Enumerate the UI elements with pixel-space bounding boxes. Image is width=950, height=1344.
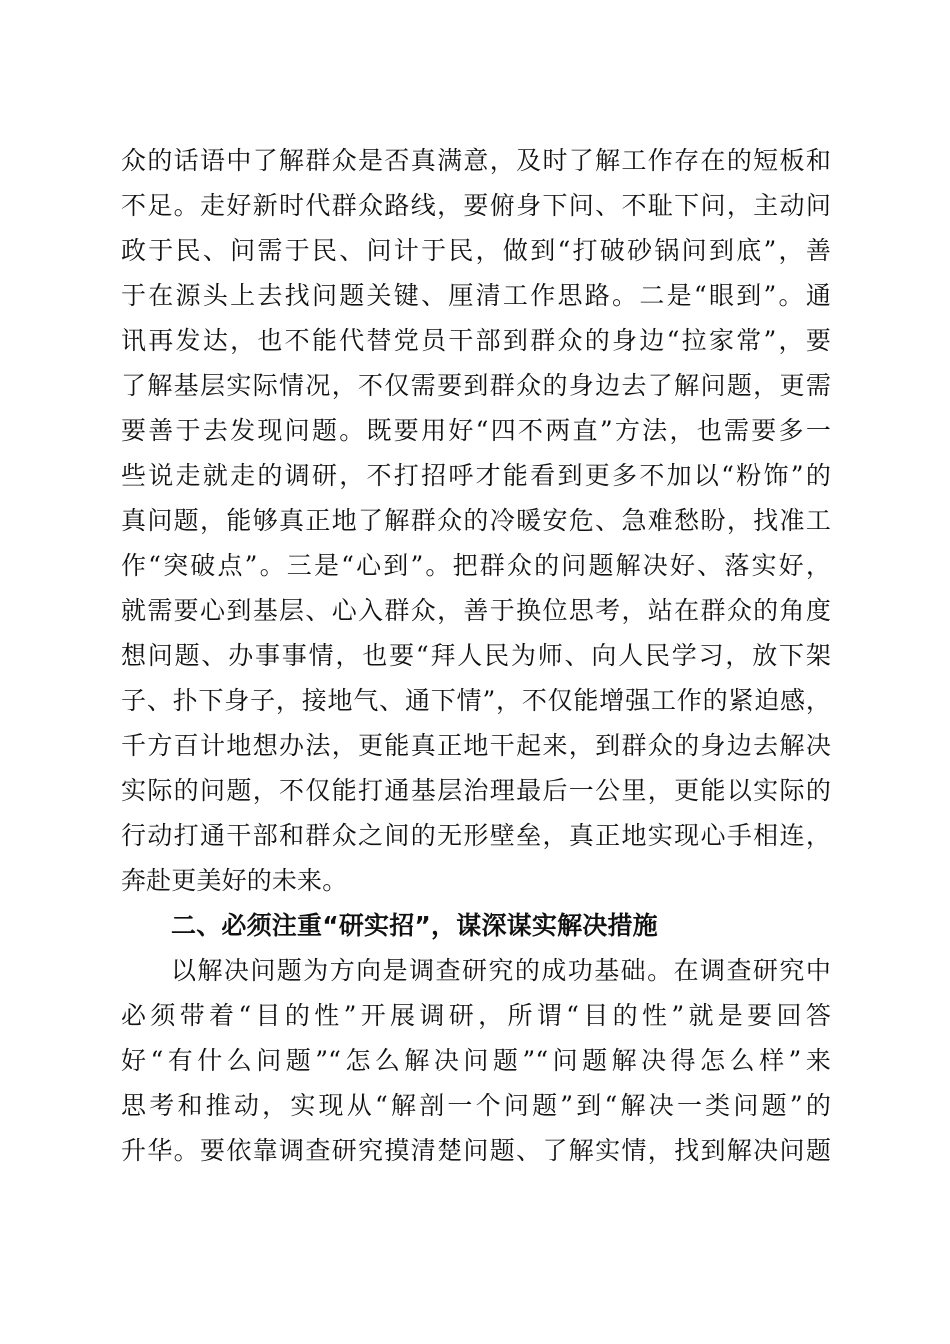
paragraph-line: 众的话语中了解群众是否真满意，及时了解工作存在的短板和 [121, 146, 831, 175]
paragraph-line: 好“有什么问题”“怎么解决问题”“问题解决得怎么样”来 [121, 1046, 831, 1075]
paragraph-line: 就需要心到基层、心入群众，善于换位思考，站在群众的角度 [121, 596, 831, 625]
paragraph-line: 子、扑下身子，接地气、通下情”，不仅能增强工作的紧迫感， [121, 686, 831, 715]
paragraph-line: 行动打通干部和群众之间的无形壁垒，真正地实现心手相连， [121, 821, 831, 850]
paragraph-line: 了解基层实际情况，不仅需要到群众的身边去了解问题，更需 [121, 371, 831, 400]
paragraph-line: 以解决问题为方向是调查研究的成功基础。在调查研究中 [171, 956, 831, 985]
paragraph-line: 不足。走好新时代群众路线，要俯身下问、不耻下问，主动问 [121, 191, 831, 220]
paragraph-line: 奔赴更美好的未来。 [121, 866, 348, 895]
paragraph-line: 要善于去发现问题。既要用好“四不两直”方法，也需要多一 [121, 416, 831, 445]
paragraph-line: 真问题，能够真正地了解群众的冷暖安危、急难愁盼，找准工 [121, 506, 831, 535]
paragraph-line: 必须带着“目的性”开展调研，所谓“目的性”就是要回答 [121, 1001, 831, 1030]
paragraph-line: 些说走就走的调研，不打招呼才能看到更多不加以“粉饰”的 [121, 461, 831, 490]
paragraph-line: 于在源头上去找问题关键、厘清工作思路。二是“眼到”。通 [121, 281, 831, 310]
paragraph-line: 讯再发达，也不能代替党员干部到群众的身边“拉家常”，要 [121, 326, 831, 355]
paragraph-line: 作“突破点”。三是“心到”。把群众的问题解决好、落实好， [121, 551, 831, 580]
paragraph-line: 思考和推动，实现从“解剖一个问题”到“解决一类问题”的 [121, 1091, 831, 1120]
paragraph-line: 千方百计地想办法，更能真正地干起来，到群众的身边去解决 [121, 731, 831, 760]
section-heading: 二、必须注重“研实招”，谋深谋实解决措施 [171, 911, 658, 940]
paragraph-line: 政于民、问需于民、问计于民，做到“打破砂锅问到底”，善 [121, 236, 831, 265]
paragraph-line: 升华。要依靠调查研究摸清楚问题、了解实情，找到解决问题 [121, 1136, 831, 1165]
paragraph-line: 想问题、办事事情，也要“拜人民为师、向人民学习，放下架 [121, 641, 831, 670]
paragraph-line: 实际的问题，不仅能打通基层治理最后一公里，更能以实际的 [121, 776, 831, 805]
